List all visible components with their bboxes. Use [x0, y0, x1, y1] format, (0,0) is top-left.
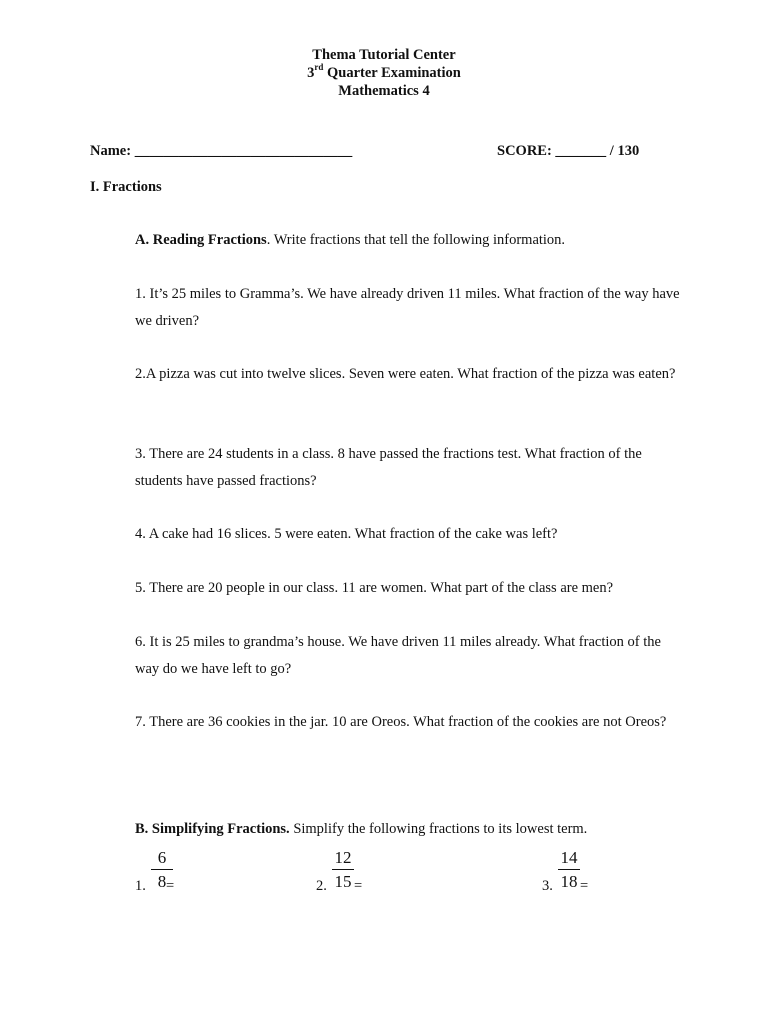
fraction-bar [332, 869, 354, 870]
numerator: 12 [334, 848, 352, 867]
equals-sign: = [166, 878, 175, 894]
subject-title: Mathematics 4 [338, 83, 430, 99]
question-1: 1. It’s 25 miles to Gramma’s. We have already driven 11 miles. What fraction of the way have we driven? [135, 286, 680, 329]
exam-title [0, 64, 768, 82]
part-a-title: A. Reading Fractions [135, 232, 267, 248]
part-a-instruction: . Write fractions that tell the following information. [266, 232, 566, 248]
center-name: Thema Tutorial Center [312, 47, 456, 63]
section-title: I. Fractions [90, 179, 162, 195]
question-7: 7. There are 36 cookies in the jar. 10 are Oreos. What fraction of the cookies are not Oreos? [135, 714, 667, 730]
question-3: 3. There are 24 students in a class. 8 have passed the fractions test. What fraction of the students have passed fractions? [135, 446, 642, 489]
part-b-instruction: Simplify the following fractions to its lowest term. [289, 821, 588, 837]
fraction [558, 848, 580, 892]
item-number: 3. [542, 878, 553, 894]
equals-sign: = [580, 878, 589, 894]
equals-sign: = [354, 878, 363, 894]
question-4: 4. A cake had 16 slices. 5 were eaten. What fraction of the cake was left? [135, 526, 558, 542]
question-6: 6. It is 25 miles to grandma’s house. We have driven 11 miles already. What fraction of the way do we have left to go? [135, 634, 661, 677]
quarter-suffix: rd [314, 62, 324, 73]
fraction-bar [558, 869, 580, 870]
part-b-heading [135, 821, 587, 838]
denominator: 15 [334, 872, 352, 891]
denominator: 8 [157, 872, 167, 891]
part-b-title: B. Simplifying Fractions. [135, 821, 290, 837]
quarter-text: Quarter Examination [323, 65, 461, 81]
quarter-number: 3 [307, 65, 315, 81]
fraction [332, 848, 354, 892]
item-number: 2. [316, 878, 327, 894]
item-number: 1. [135, 878, 146, 894]
fraction-bar [151, 869, 173, 870]
numerator: 14 [560, 848, 578, 867]
part-a-heading [135, 232, 565, 249]
question-5: 5. There are 20 people in our class. 11 are women. What part of the class are men? [135, 580, 614, 596]
name-field: Name: ______________________________ [90, 143, 353, 159]
exam-header [0, 46, 768, 100]
denominator: 18 [560, 872, 578, 891]
numerator: 6 [157, 848, 167, 867]
question-2: 2.A pizza was cut into twelve slices. Seven were eaten. What fraction of the pizza was eaten? [135, 366, 676, 382]
score-field: SCORE: _______ / 130 [497, 143, 640, 159]
